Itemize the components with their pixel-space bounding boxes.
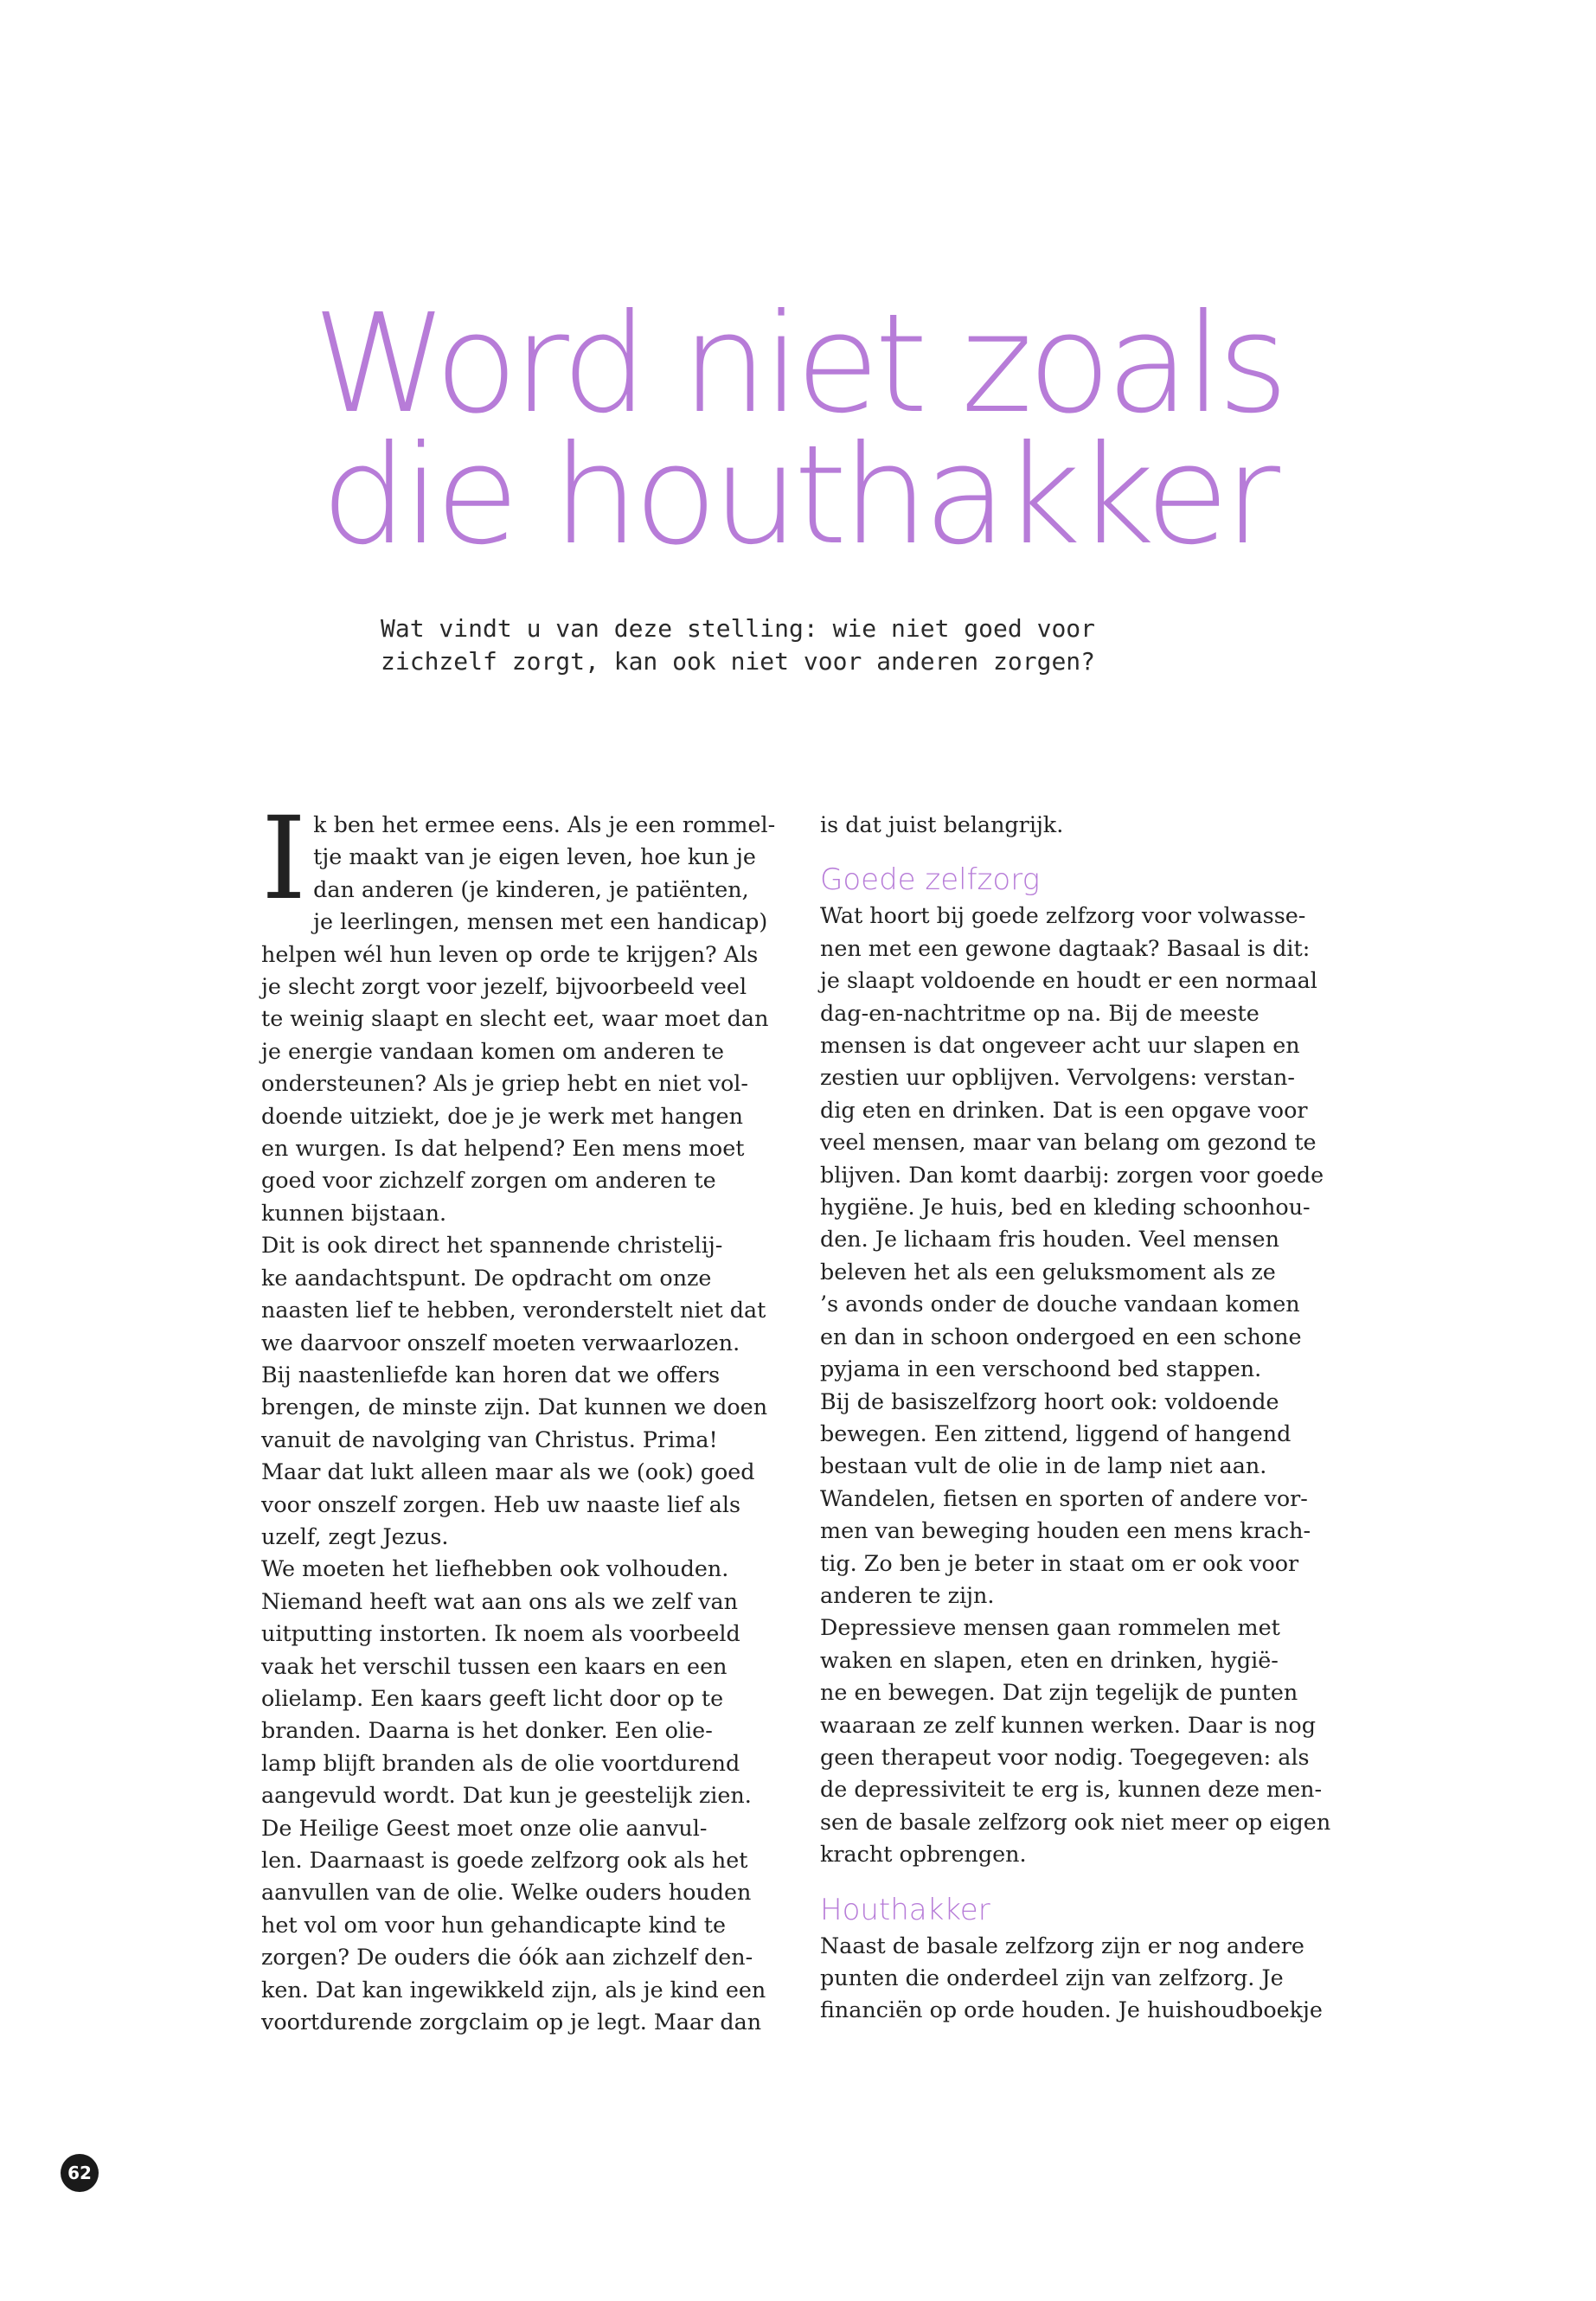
text-line: en wurgen. Is dat helpend? Een mens moet: [261, 1135, 745, 1162]
text-line: branden. Daarna is het donker. Een olie-: [261, 1717, 713, 1744]
text-line: Niemand heeft wat aan ons als we zelf van: [261, 1587, 738, 1614]
text-line: ken. Dat kan ingewikkeld zijn, als je kind een: [261, 1976, 766, 2003]
text-line: waken en slapen, eten en drinken, hygië-: [820, 1646, 1279, 1673]
text-line: helpen wél hun leven op orde te krijgen? Als: [261, 940, 759, 967]
text-line: sen de basale zelfzorg ook niet meer op eigen: [820, 1808, 1331, 1835]
text-line: financiën op orde houden. Je huishoudboekje: [820, 1997, 1323, 2023]
text-line: blijven. Dan komt daarbij: zorgen voor goede: [820, 1161, 1324, 1188]
text-line: ’s avonds onder de douche vandaan komen: [820, 1291, 1300, 1317]
article-title: [0, 285, 1596, 575]
text-line: punten die onderdeel zijn van zelfzorg. Je: [820, 1965, 1284, 1990]
text-line: waaraan ze zelf kunnen werken. Daar is nog: [820, 1711, 1316, 1738]
subtitle-line: Wat vindt u van deze stelling: wie niet goed voor: [381, 614, 1096, 643]
left-column: [261, 792, 798, 2038]
text-line: lamp blijft branden als de olie voortdurend: [261, 1749, 740, 1776]
text-line: goed voor zichzelf zorgen om anderen te: [261, 1167, 716, 1194]
text-line: Maar dat lukt alleen maar als we (ook) goed: [261, 1458, 755, 1485]
text-line: vanuit de navolging van Christus. Prima!: [261, 1426, 718, 1452]
text-line: je leerlingen, mensen met een handicap): [313, 908, 768, 935]
text-line: het vol om voor hun gehandicapte kind te: [261, 1911, 726, 1938]
text-line: men van beweging houden een mens krach-: [820, 1517, 1311, 1544]
text-line: De Heilige Geest moet onze olie aanvul-: [261, 1814, 708, 1841]
text-line: Depressieve mensen gaan rommelen met: [820, 1614, 1280, 1641]
text-line: len. Daarnaast is goede zelfzorg ook als het: [261, 1847, 748, 1873]
text-line: mensen is dat ongeveer acht uur slapen en: [820, 1032, 1300, 1059]
text-line: zorgen? De ouders die óók aan zichzelf den-: [261, 1944, 753, 1971]
text-line: de depressiviteit te erg is, kunnen deze men-: [820, 1776, 1323, 1803]
text-line: je slaapt voldoende en houdt er een normaal: [820, 967, 1317, 994]
right-column: [820, 809, 1356, 2027]
text-line: uzelf, zegt Jezus.: [261, 1522, 449, 1549]
text-line: k ben het ermee eens. Als je een rommel-: [313, 811, 776, 837]
text-line: tje maakt van je eigen leven, hoe kun je: [313, 843, 756, 870]
section-houthakker-text: [820, 1930, 1356, 2027]
text-line: ondersteunen? Als je griep hebt en niet vol-: [261, 1070, 748, 1097]
text-line: pyjama in een verschoond bed stappen.: [820, 1356, 1262, 1382]
page-number-badge: 62: [61, 2154, 99, 2192]
text-line: bewegen. Een zittend, liggend of hangend: [820, 1420, 1292, 1446]
text-line: anderen te zijn.: [820, 1581, 995, 1608]
text-line: kracht opbrengen.: [820, 1841, 1027, 1868]
text-line: nen met een gewone dagtaak? Basaal is dit:: [820, 934, 1311, 961]
text-line: dig eten en drinken. Dat is een opgave voor: [820, 1096, 1308, 1123]
text-line: en dan in schoon ondergoed en een schone: [820, 1323, 1302, 1349]
section-heading-goede-zelfzorg: Goede zelfzorg: [820, 862, 1040, 898]
text-line: kunnen bijstaan.: [261, 1199, 447, 1226]
text-line: naasten lief te hebben, veronderstelt niet dat: [261, 1297, 766, 1324]
text-line: veel mensen, maar van belang om gezond te: [820, 1129, 1317, 1156]
text-line: ke aandachtspunt. De opdracht om onze: [261, 1264, 712, 1291]
text-line: ne en bewegen. Dat zijn tegelijk de punten: [820, 1679, 1298, 1706]
text-line: Dit is ook direct het spannende christelij-: [261, 1232, 723, 1259]
text-line: hygiëne. Je huis, bed en kleding schoonhou-: [820, 1194, 1311, 1221]
article-subtitle: [381, 612, 1246, 678]
text-line: brengen, de minste zijn. Dat kunnen we doen: [261, 1394, 768, 1420]
text-line: Naast de basale zelfzorg zijn er nog andere: [820, 1932, 1304, 1958]
text-line: uitputting instorten. Ik noem als voorbeeld: [261, 1620, 740, 1647]
text-line: je slecht zorgt voor jezelf, bijvoorbeeld veel: [261, 973, 747, 1000]
text-line: te weinig slaapt en slecht eet, waar moet dan: [261, 1005, 769, 1032]
title-line: die houthakker: [320, 416, 1275, 575]
text-line: We moeten het liefhebben ook volhouden.: [261, 1555, 729, 1582]
text-line: geen therapeut voor nodig. Toegegeven: als: [820, 1743, 1310, 1770]
text-line: olielamp. Een kaars geeft licht door op te: [261, 1684, 724, 1711]
text-line: aanvullen van de olie. Welke ouders houden: [261, 1879, 752, 1906]
drop-cap: I: [261, 792, 307, 926]
text-line: doende uitziekt, doe je je werk met hangen: [261, 1102, 743, 1129]
text-line: je energie vandaan komen om anderen te: [261, 1037, 724, 1064]
text-line: we daarvoor onszelf moeten verwaarlozen.: [261, 1329, 740, 1356]
section-heading-houthakker: Houthakker: [820, 1892, 990, 1927]
text-line: dan anderen (je kinderen, je patiënten,: [313, 875, 749, 902]
right-column-intro: [820, 809, 1356, 841]
text-line: aangevuld wordt. Dat kun je geestelijk zien.: [261, 1782, 752, 1809]
text-line: zestien uur opblijven. Vervolgens: verstan-: [820, 1064, 1295, 1091]
section-goede-zelfzorg-text: [820, 900, 1356, 1870]
text-line: Wandelen, fietsen en sporten of andere vor-: [820, 1484, 1308, 1511]
text-line: Bij naastenliefde kan horen dat we offers: [261, 1361, 721, 1388]
text-line: den. Je lichaam fris houden. Veel mensen: [820, 1226, 1279, 1253]
text-line: tig. Zo ben je beter in staat om er ook voor: [820, 1549, 1299, 1576]
text-line: bestaan vult de olie in de lamp niet aan.: [820, 1452, 1267, 1479]
text-line: Bij de basiszelfzorg hoort ook: voldoende: [820, 1388, 1279, 1414]
text-line: Wat hoort bij goede zelfzorg voor volwasse-: [820, 902, 1306, 929]
text-line: beleven het als een geluksmoment als ze: [820, 1258, 1276, 1285]
text-line: voortdurende zorgclaim op je legt. Maar dan: [261, 2009, 762, 2035]
title-line: Word niet zoals: [312, 285, 1284, 444]
subtitle-line: zichzelf zorgt, kan ook niet voor anderen zorgen?: [381, 647, 1096, 676]
text-line: vaak het verschil tussen een kaars en een: [261, 1652, 727, 1679]
left-column-text: [261, 792, 798, 2038]
text-line: dag-en-nachtritme op na. Bij de meeste: [820, 999, 1259, 1026]
text-line: is dat juist belangrijk.: [820, 811, 1064, 837]
text-line: voor onszelf zorgen. Heb uw naaste lief als: [261, 1490, 740, 1517]
